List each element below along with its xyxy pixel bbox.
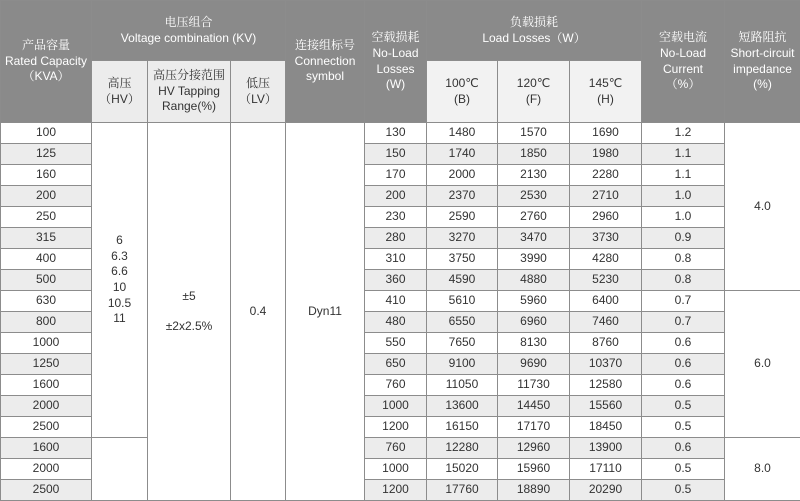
header-load-120c-class: (F) [498,92,569,108]
cell-load-120c: 5960 [498,291,570,312]
cell-capacity: 400 [1,249,92,270]
cell-load-100c: 2370 [427,186,498,207]
cell-load-100c: 1740 [427,144,498,165]
header-no-load-current-en-1: No-Load [642,46,724,62]
header-no-load-current [642,1,725,123]
cell-load-100c: 2590 [427,207,498,228]
hv-value: 6.3 [92,249,147,265]
cell-no-load-losses: 200 [365,186,427,207]
cell-load-120c: 3990 [498,249,570,270]
cell-load-100c: 15020 [427,459,498,480]
cell-capacity: 100 [1,123,92,144]
cell-load-120c: 1850 [498,144,570,165]
cell-load-120c: 4880 [498,270,570,291]
cell-load-100c: 4590 [427,270,498,291]
cell-no-load-current: 0.6 [642,354,725,375]
cell-no-load-losses: 310 [365,249,427,270]
cell-load-120c: 2130 [498,165,570,186]
header-no-load-losses-en-2: Losses [365,62,426,78]
header-lv-cn: 低压 [231,76,285,92]
cell-load-145c: 17110 [570,459,642,480]
cell-capacity: 250 [1,207,92,228]
cell-no-load-current: 1.2 [642,123,725,144]
table-row [1,438,800,459]
hv-value: 10 [92,280,147,296]
cell-load-145c: 7460 [570,312,642,333]
cell-load-145c: 4280 [570,249,642,270]
cell-load-120c: 15960 [498,459,570,480]
cell-no-load-current: 1.1 [642,144,725,165]
header-load-145c [570,61,642,123]
cell-no-load-current: 0.6 [642,375,725,396]
header-load-120c [498,61,570,123]
cell-no-load-losses: 760 [365,375,427,396]
cell-load-100c: 17760 [427,480,498,501]
cell-capacity: 2500 [1,480,92,501]
hv-value: 11 [92,311,147,327]
header-load-losses-cn: 负载损耗 [427,15,641,31]
header-tapping-cn: 高压分接范围 [148,68,230,84]
cell-load-100c: 3750 [427,249,498,270]
cell-no-load-losses: 480 [365,312,427,333]
header-no-load-losses-en-1: No-Load [365,46,426,62]
cell-no-load-losses: 130 [365,123,427,144]
cell-capacity: 500 [1,270,92,291]
header-no-load-losses [365,1,427,123]
header-no-load-losses-cn: 空载损耗 [365,30,426,46]
header-lv-en: （LV） [231,92,285,108]
cell-load-145c: 18450 [570,417,642,438]
header-connection-en-1: Connection [286,54,364,70]
cell-no-load-losses: 650 [365,354,427,375]
cell-load-100c: 6550 [427,312,498,333]
hv-value: 6 [92,233,147,249]
cell-load-145c: 20290 [570,480,642,501]
cell-no-load-current: 0.6 [642,438,725,459]
header-tapping-en-1: HV Tapping [148,84,230,100]
cell-load-100c: 16150 [427,417,498,438]
cell-load-145c: 1980 [570,144,642,165]
cell-no-load-current: 0.5 [642,459,725,480]
header-lv [231,61,286,123]
header-capacity-unit: （KVA） [1,69,91,85]
hv-value: 6.6 [92,264,147,280]
header-no-load-losses-unit: (W) [365,77,426,93]
header-capacity [1,1,92,123]
cell-load-120c: 6960 [498,312,570,333]
header-load-losses [427,1,642,61]
cell-capacity: 315 [1,228,92,249]
header-connection-en-2: symbol [286,69,364,85]
cell-load-100c: 3270 [427,228,498,249]
header-connection-symbol [286,1,365,123]
cell-impedance: 8.0 [725,438,800,501]
cell-no-load-losses: 1000 [365,396,427,417]
cell-capacity: 200 [1,186,92,207]
cell-no-load-current: 1.0 [642,207,725,228]
table-body [1,123,800,501]
cell-capacity: 800 [1,312,92,333]
cell-no-load-losses: 150 [365,144,427,165]
cell-no-load-current: 0.9 [642,228,725,249]
cell-capacity: 2000 [1,396,92,417]
cell-load-145c: 6400 [570,291,642,312]
header-load-losses-en: Load Losses（W） [427,31,641,47]
header-impedance [725,1,800,123]
cell-load-100c: 5610 [427,291,498,312]
cell-no-load-losses: 1000 [365,459,427,480]
cell-load-100c: 12280 [427,438,498,459]
cell-load-145c: 15560 [570,396,642,417]
header-hv [92,61,148,123]
header-load-100c-class: (B) [427,92,497,108]
cell-no-load-losses: 280 [365,228,427,249]
header-load-100c-temp: 100℃ [427,76,497,92]
cell-capacity: 630 [1,291,92,312]
cell-capacity: 1600 [1,375,92,396]
cell-no-load-current: 1.0 [642,186,725,207]
cell-load-145c: 2280 [570,165,642,186]
header-no-load-current-cn: 空载电流 [642,30,724,46]
cell-load-100c: 7650 [427,333,498,354]
header-load-145c-temp: 145℃ [570,76,641,92]
cell-capacity: 2000 [1,459,92,480]
header-load-120c-temp: 120℃ [498,76,569,92]
header-tapping-en-2: Range(%) [148,99,230,115]
cell-impedance: 6.0 [725,291,800,438]
header-voltage-en: Voltage combination (KV) [92,31,285,47]
cell-load-120c: 18890 [498,480,570,501]
cell-capacity: 2500 [1,417,92,438]
cell-no-load-current: 0.5 [642,480,725,501]
tapping-value: ±2x2.5% [148,319,230,335]
cell-load-120c: 17170 [498,417,570,438]
header-load-145c-class: (H) [570,92,641,108]
cell-no-load-losses: 230 [365,207,427,228]
cell-no-load-losses: 760 [365,438,427,459]
cell-no-load-losses: 360 [365,270,427,291]
cell-lv-value: 0.4 [231,123,286,501]
cell-load-100c: 2000 [427,165,498,186]
cell-load-100c: 11050 [427,375,498,396]
header-hv-cn: 高压 [92,76,147,92]
cell-no-load-losses: 1200 [365,480,427,501]
cell-no-load-current: 0.7 [642,312,725,333]
cell-load-145c: 13900 [570,438,642,459]
cell-load-120c: 8130 [498,333,570,354]
cell-connection-symbol: Dyn11 [286,123,365,501]
cell-load-120c: 14450 [498,396,570,417]
hv-value: 10.5 [92,296,147,312]
cell-load-120c: 9690 [498,354,570,375]
header-no-load-current-unit: （%） [642,77,724,93]
cell-load-120c: 12960 [498,438,570,459]
cell-hv-blank [92,438,148,501]
cell-hv-tapping [148,123,231,501]
cell-load-145c: 12580 [570,375,642,396]
header-no-load-current-en-2: Current [642,62,724,78]
cell-capacity: 1600 [1,438,92,459]
cell-load-120c: 2530 [498,186,570,207]
cell-no-load-losses: 170 [365,165,427,186]
header-hv-en: （HV） [92,92,147,108]
header-connection-cn: 连接组标号 [286,38,364,54]
cell-load-145c: 1690 [570,123,642,144]
cell-no-load-losses: 410 [365,291,427,312]
cell-load-100c: 9100 [427,354,498,375]
cell-load-120c: 3470 [498,228,570,249]
header-voltage-combination [92,1,286,61]
header-capacity-en: Rated Capacity [1,54,91,70]
cell-load-145c: 8760 [570,333,642,354]
cell-load-120c: 2760 [498,207,570,228]
table-row [1,123,800,144]
cell-capacity: 1250 [1,354,92,375]
cell-capacity: 160 [1,165,92,186]
cell-load-100c: 1480 [427,123,498,144]
cell-load-145c: 5230 [570,270,642,291]
header-capacity-cn: 产品容量 [1,38,91,54]
tapping-value: ±5 [148,289,230,305]
cell-load-120c: 11730 [498,375,570,396]
cell-no-load-current: 0.5 [642,396,725,417]
cell-no-load-current: 0.8 [642,270,725,291]
cell-no-load-current: 0.6 [642,333,725,354]
header-impedance-unit: (%) [725,77,800,93]
cell-load-120c: 1570 [498,123,570,144]
cell-load-145c: 2960 [570,207,642,228]
cell-no-load-current: 0.5 [642,417,725,438]
header-impedance-en-2: impedance [725,62,800,78]
cell-load-145c: 10370 [570,354,642,375]
cell-no-load-current: 0.8 [642,249,725,270]
header-voltage-cn: 电压组合 [92,15,285,31]
header-load-100c [427,61,498,123]
cell-load-145c: 2710 [570,186,642,207]
cell-load-100c: 13600 [427,396,498,417]
cell-impedance: 4.0 [725,123,800,291]
cell-no-load-losses: 550 [365,333,427,354]
cell-capacity: 1000 [1,333,92,354]
cell-load-145c: 3730 [570,228,642,249]
header-impedance-cn: 短路阻抗 [725,30,800,46]
cell-hv-values [92,123,148,438]
header-impedance-en-1: Short-circuit [725,46,800,62]
cell-no-load-current: 1.1 [642,165,725,186]
cell-no-load-current: 0.7 [642,291,725,312]
cell-capacity: 125 [1,144,92,165]
cell-no-load-losses: 1200 [365,417,427,438]
header-hv-tapping [148,61,231,123]
